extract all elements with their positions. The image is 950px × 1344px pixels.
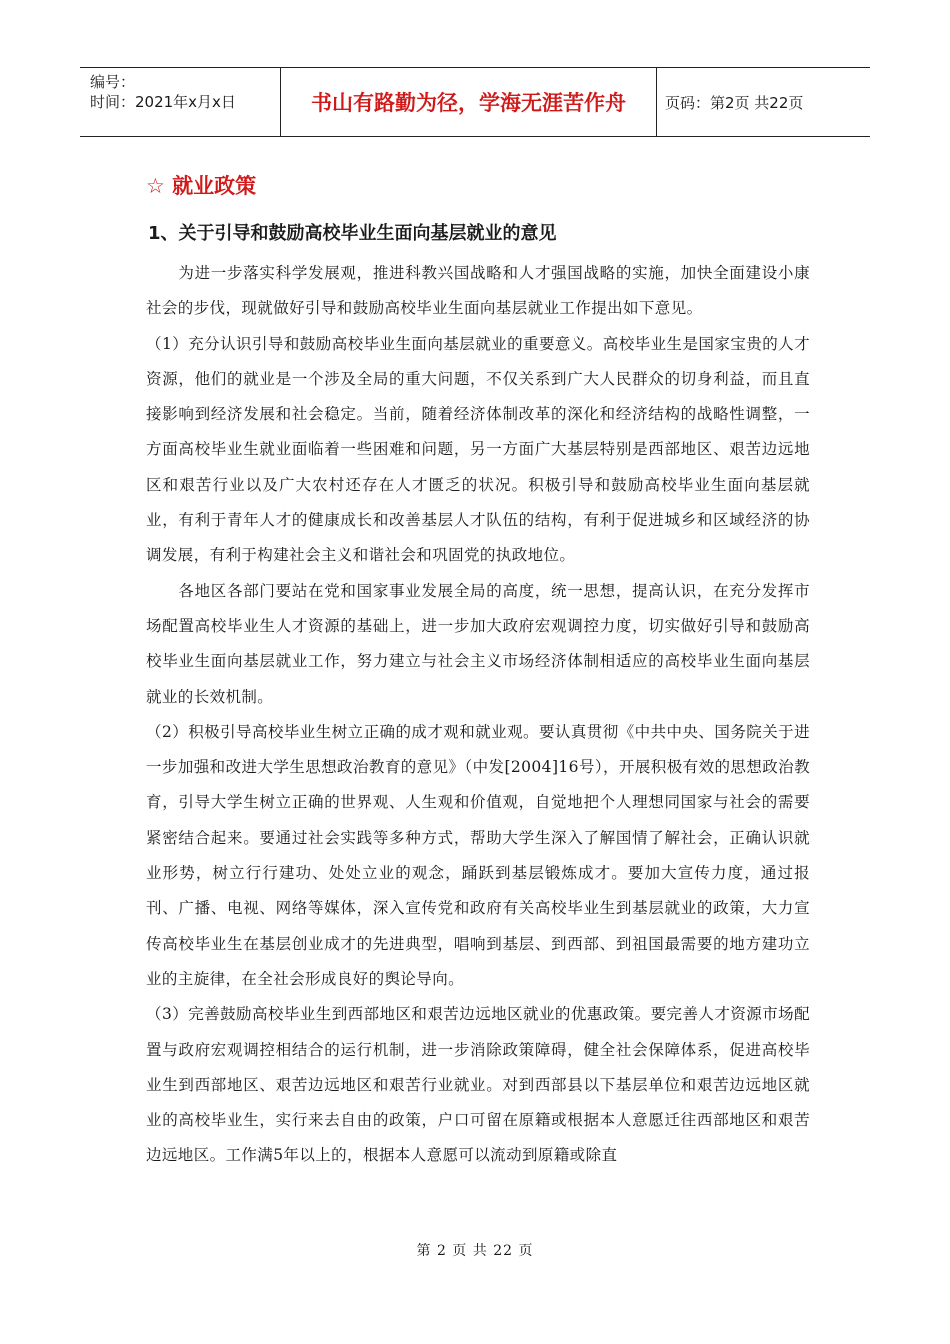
paragraph-intro: 为进一步落实科学发展观，推进科教兴国战略和人才强国战略的实施，加快全面建设小康社会的步伐，现就做好引导和鼓励高校毕业生面向基层就业工作提出如下意见。 (146, 264, 810, 318)
header-page-info: 页码：第2页 共22页 (665, 93, 804, 112)
paragraph-1: （1）充分认识引导和鼓励高校毕业生面向基层就业的重要意义。高校毕业生是国家宝贵的人才资源，他们的就业是一个涉及全局的重大问题，不仅关系到广大人民群众的切身利益，而且直接影响到经济发展和社会稳定。当前，随着经济体制改革的深化和经济结构的战略性调整，一方面高校毕业生就业面临着一些困难和问题，另一方面广大基层特别是西部地区、艰苦边远地区和艰苦行业以及广大农村还存在人才匮乏的状况。积极引导和鼓励高校毕业生面向基层就业，有利于青年人才的健康成长和改善基层人才队伍的结构，有利于促进城乡和区域经济的协调发展，有利于构建社会主义和谐社会和巩固党的执政地位。 (146, 334, 810, 565)
paragraph-1-cont: 各地区各部门要站在党和国家事业发展全局的高度，统一思想，提高认识，在充分发挥市场配置高校毕业生人才资源的基础上，进一步加大政府宏观调控力度，切实做好引导和鼓励高校毕业生面向基层就业工作，努力建立与社会主义市场经济体制相适应的高校毕业生面向基层就业的长效机制。 (146, 581, 810, 706)
header-meta-cell (80, 68, 281, 136)
header-motto: 书山有路勤为径，学海无涯苦作舟 (281, 68, 657, 136)
page-footer: 第 2 页 共 22 页 (416, 1243, 534, 1259)
doc-number-label: 编号： (90, 73, 136, 91)
article-subtitle: 1、关于引导和鼓励高校毕业生面向基层就业的意见 (148, 223, 557, 244)
paragraph-2: （2）积极引导高校毕业生树立正确的成才观和就业观。要认真贯彻《中共中央、国务院关于进一步加强和改进大学生思想政治教育的意见》（中发[2004]16号），开展积极有效的思想政治教育，引导大学生树立正确的世界观、人生观和价值观，自觉地把个人理想同国家与社会的需要紧密结合起来。要通过社会实践等多种方式，帮助大学生深入了解国情了解社会，正确认识就业形势，树立行行建功、处处立业的观念，踊跃到基层锻炼成才。要加大宣传力度，通过报刊、广播、电视、网络等媒体，深入宣传党和政府有关高校毕业生到基层就业的政策，大力宣传高校毕业生在基层创业成才的先进典型，唱响到基层、到西部、到祖国最需要的地方建功立业的主旋律，在全社会形成良好的舆论导向。 (146, 722, 810, 988)
paragraph-3: （3）完善鼓励高校毕业生到西部地区和艰苦边远地区就业的优惠政策。要完善人才资源市场配置与政府宏观调控相结合的运行机制，进一步消除政策障碍，健全社会保障体系，促进高校毕业生到西部地区、艰苦边远地区和艰苦行业就业。对到西部县以下基层单位和艰苦边远地区就业的高校毕业生，实行来去自由的政策，户口可留在原籍或根据本人意愿迁往西部地区和艰苦边远地区。工作满5年以上的，根据本人意愿可以流动到原籍或除直 (146, 1005, 810, 1165)
section-title: ☆ 就业政策 (146, 174, 257, 198)
document-header (80, 67, 870, 137)
article-body (146, 256, 810, 1174)
doc-time-label: 时间：2021年x月x日 (90, 93, 236, 111)
